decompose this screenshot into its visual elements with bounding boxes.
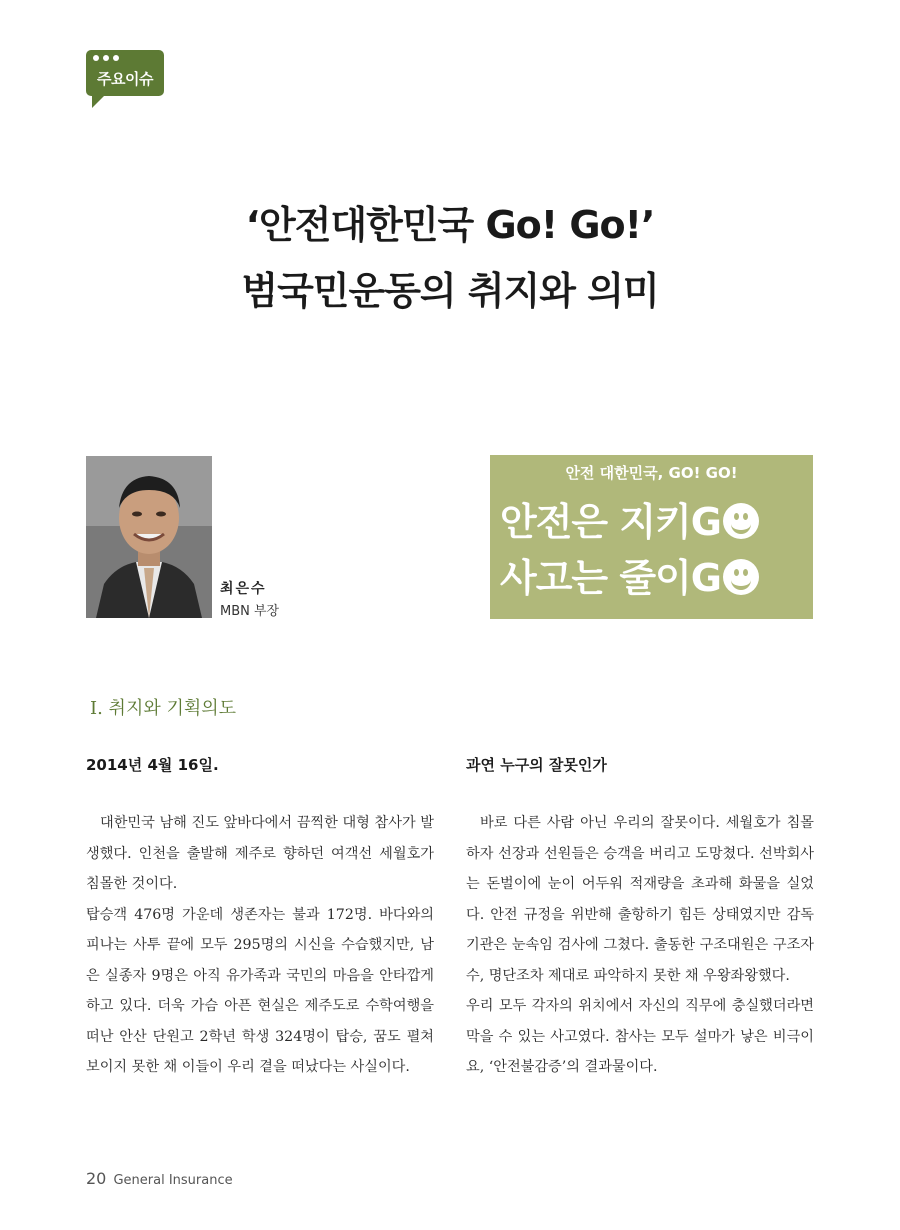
smiley-icon (723, 503, 759, 539)
publication-name: General Insurance (113, 1173, 233, 1188)
author-role: MBN 부장 (220, 604, 280, 619)
page-number: 20 (86, 1169, 107, 1188)
campaign-banner (490, 455, 813, 619)
left-paragraph-2: 탑승객 476명 가운데 생존자는 불과 172명. 바다와의 피나는 사투 끝에 모두 295명의 시신을 수습했지만, 남은 실종자 9명은 아직 유가족과 국민의 마음을 안타깝게 하고 있다. 더욱 가슴 아픈 현실은 제주도로 수학여행을 떠난 안산 단원고 2학년 학생 324명이 탑승, 꿈도 펼쳐 보이지 못한 채 이들이 우리 곁을 떠났다는 사실이다. (86, 906, 434, 1075)
right-paragraph-2: 우리 모두 각자의 위치에서 자신의 직무에 충실했더라면 막을 수 있는 사고였다. 참사는 모두 설마가 낳은 비극이요, ‘안전불감증’의 결과물이다. (466, 998, 814, 1075)
page-footer (86, 1169, 233, 1188)
left-column (86, 808, 434, 1083)
right-column (466, 808, 814, 1083)
banner-line-1-text: 안전은 지키G (500, 500, 721, 544)
banner-line-1 (500, 491, 810, 546)
banner-line-2 (500, 547, 810, 602)
right-subheading: 과연 누구의 잘못인가 (466, 756, 607, 774)
author-photo (86, 456, 212, 618)
tag-label: 주요이슈 (97, 70, 153, 88)
section-heading: Ⅰ. 취지와 기획의도 (90, 698, 236, 719)
left-subheading: 2014년 4월 16일. (86, 756, 219, 774)
author-name: 최은수 (220, 581, 267, 597)
banner-line-2-text: 사고는 줄이G (500, 556, 721, 600)
tag-bubble-tail (92, 94, 106, 108)
ellipsis-icon (93, 55, 119, 61)
left-paragraph-1: 대한민국 남해 진도 앞바다에서 끔찍한 대형 참사가 발생했다. 인천을 출발해 제주로 향하던 여객선 세월호가 침몰한 것이다. (86, 815, 434, 892)
article-title (0, 192, 900, 324)
smiley-icon (723, 559, 759, 595)
title-line-2: 범국민운동의 취지와 의미 (241, 269, 659, 313)
banner-subtitle: 안전 대한민국, GO! GO! (565, 464, 738, 482)
section-tag (86, 50, 164, 96)
right-paragraph-1: 바로 다른 사람 아닌 우리의 잘못이다. 세월호가 침몰하자 선장과 선원들은 승객을 버리고 도망쳤다. 선박회사는 돈벌이에 눈이 어두워 적재량을 초과해 화물을 실었다. 안전 규정을 위반해 출항하기 힘든 상태였지만 감독기관은 눈속임 검사에 그쳤다. 출동한 구조대원은 구조자 수, 명단조차 제대로 파악하지 못한 채 우왕좌왕했다. (466, 815, 814, 984)
title-line-1: ‘안전대한민국 Go! Go!’ (245, 203, 655, 247)
author-portrait-icon (86, 456, 212, 618)
